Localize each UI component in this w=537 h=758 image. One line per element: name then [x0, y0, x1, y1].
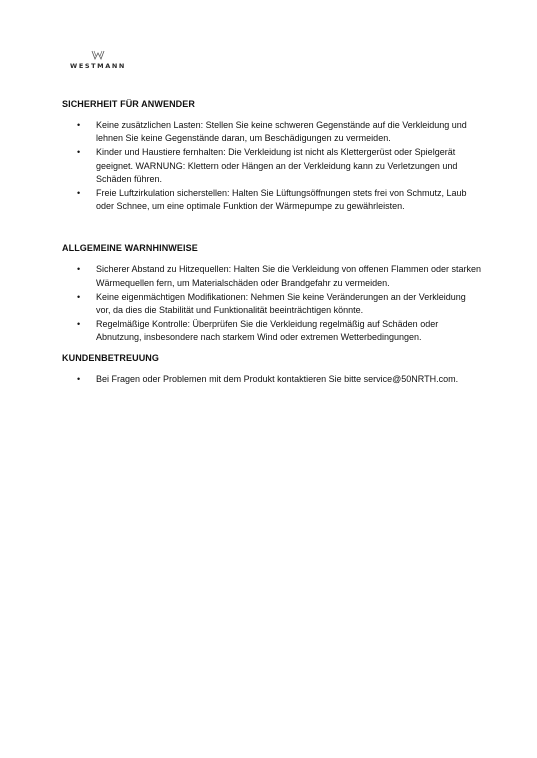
list-item [62, 187, 482, 213]
westmann-emblem-icon [91, 50, 105, 60]
bullet-icon: • [77, 264, 81, 275]
section-heading: SICHERHEIT FÜR ANWENDER [62, 99, 195, 109]
list-item-text: Sicherer Abstand zu Hitzequellen: Halten Sie die Verkleidung von offenen Flammen oder starken Wärmequellen fern, um Materialschäden oder Brandgefahr zu vermeiden. [96, 264, 482, 288]
section-user-safety [62, 99, 482, 213]
bullet-icon: • [77, 147, 81, 158]
list-item [62, 119, 482, 145]
bullet-icon: • [77, 120, 81, 130]
list-item [62, 146, 482, 186]
bullet-list [62, 119, 482, 213]
brand-name: WESTMANN [70, 62, 126, 70]
list-item-text: Freie Luftzirkulation sicherstellen: Halten Sie Lüftungsöffnungen stets frei von Schmutz, Laub oder Schnee, um eine optimale Funktion der Wärmepumpe zu gewährleisten. [96, 188, 467, 212]
bullet-list [62, 263, 482, 344]
bullet-icon: • [77, 188, 81, 199]
bullet-icon: • [77, 319, 81, 330]
list-item [62, 318, 482, 344]
section-heading: ALLGEMEINE WARNHINWEISE [62, 243, 198, 254]
list-item-text: Bei Fragen oder Problemen mit dem Produkt kontaktieren Sie bitte service@50NRTH.com. [96, 373, 459, 384]
bullet-icon: • [77, 373, 81, 384]
list-item-text: Keine zusätzlichen Lasten: Stellen Sie keine schweren Gegenstände auf die Verkleidung und lehnen Sie keine Gegenstände daran, um Beschädigungen zu vermeiden. [96, 120, 467, 144]
list-item-text: Kinder und Haustiere fernhalten: Die Verkleidung ist nicht als Klettergerüst oder Spielgerät geeignet. WARNUNG: Klettern oder Hängen an der Verkleidung kann zu Verletzungen und Schäden führen. [96, 147, 458, 184]
section-heading: KUNDENBETREUUNG [62, 352, 160, 363]
list-item-text: Regelmäßige Kontrolle: Überprüfen Sie die Verkleidung regelmäßig auf Schäden oder Abnutzung, insbesondere nach starkem Wind oder extremen Wetterbedingungen. [96, 319, 439, 343]
list-item [62, 291, 482, 317]
brand-logo [66, 50, 130, 70]
document-body [62, 99, 482, 387]
section-general-warnings [62, 243, 482, 344]
section-customer-support [62, 353, 482, 386]
bullet-list [62, 373, 482, 386]
bullet-icon: • [77, 291, 81, 302]
list-item [62, 373, 482, 386]
list-item [62, 263, 482, 289]
list-item-text: Keine eigenmächtigen Modifikationen: Nehmen Sie keine Veränderungen an der Verkleidung vor, da dies die Stabilität und Funktionalität beeinträchtigen könnte. [96, 291, 466, 316]
